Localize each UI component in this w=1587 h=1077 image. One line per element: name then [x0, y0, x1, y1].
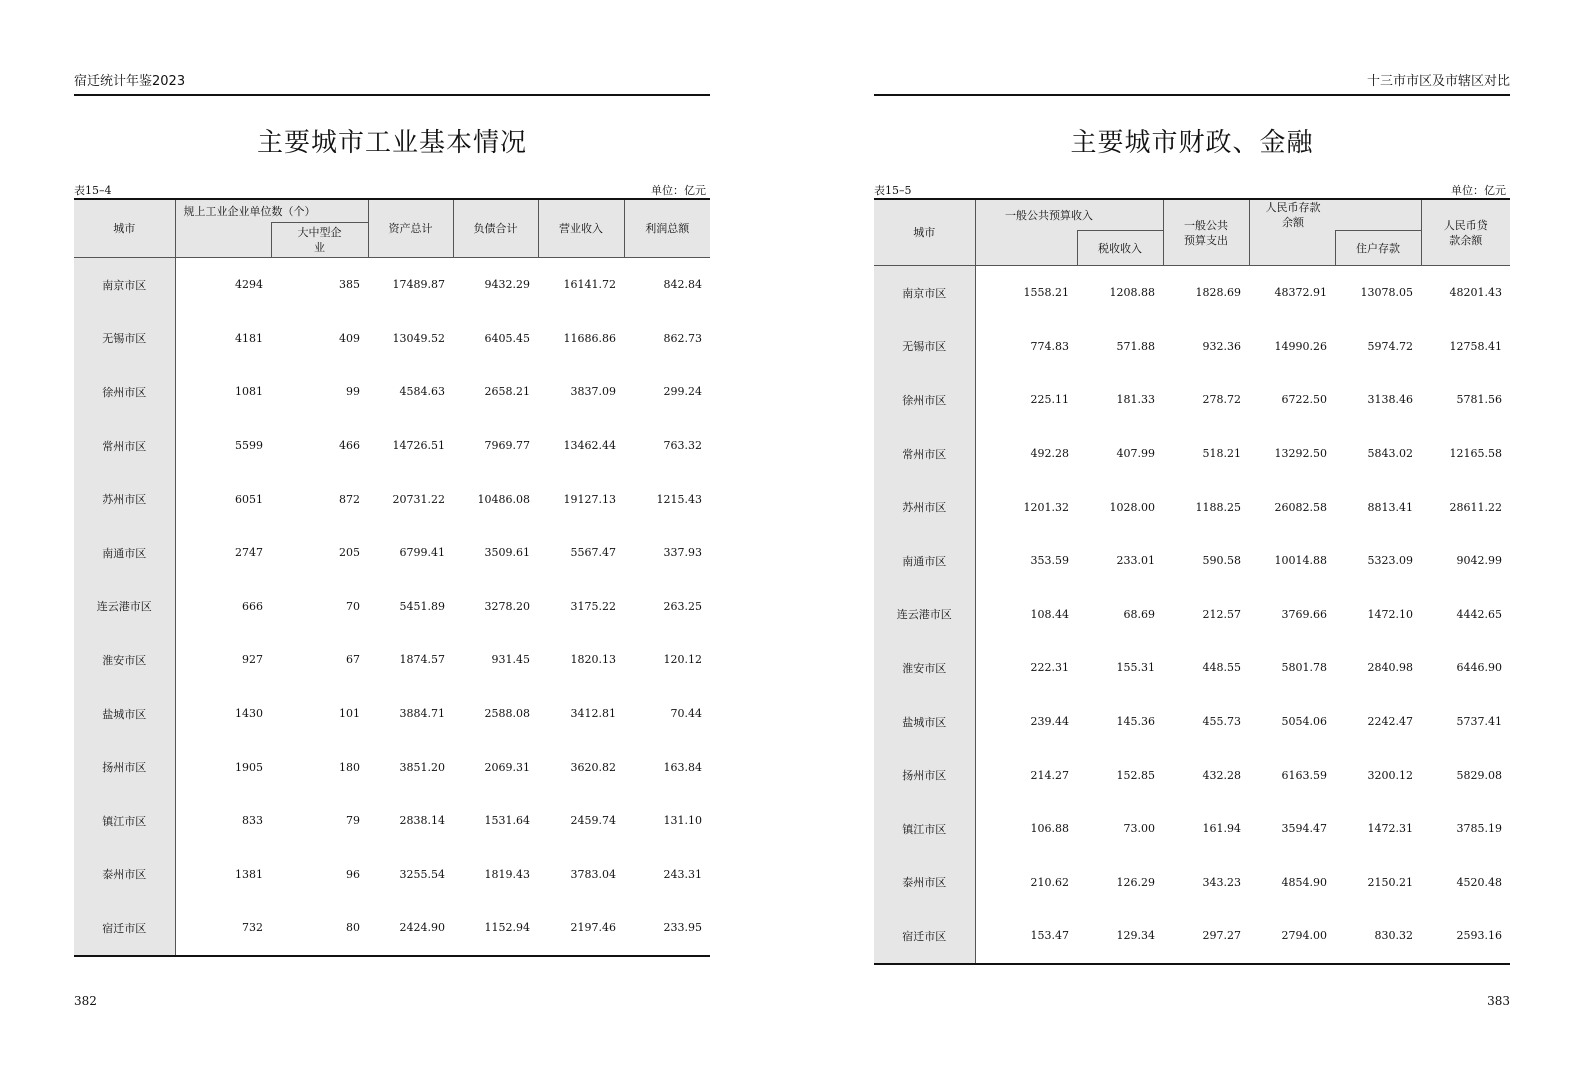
- enterprises-cell: 6051: [235, 492, 263, 506]
- tax-cell: 73.00: [1123, 822, 1155, 836]
- revenue-cell: 19127.13: [563, 492, 616, 506]
- liabilities-cell: 3278.20: [484, 599, 530, 613]
- tax-cell: 407.99: [1116, 447, 1155, 461]
- table-row: [874, 641, 1510, 695]
- enterprises-cell: 4294: [235, 278, 263, 292]
- public_revenue-cell: 214.27: [1030, 768, 1069, 782]
- deposits-cell: 6163.59: [1281, 768, 1327, 782]
- deposits-cell: 3769.66: [1281, 607, 1327, 621]
- city-cell: 扬州市区: [874, 748, 975, 802]
- expenditure-cell: 161.94: [1202, 822, 1241, 836]
- city-cell: 镇江市区: [874, 802, 975, 856]
- city-cell: 宿迁市区: [74, 901, 175, 956]
- loans-cell: 12758.41: [1449, 339, 1502, 353]
- deposits-cell: 4854.90: [1281, 875, 1327, 889]
- liabilities-cell: 7969.77: [484, 439, 530, 453]
- deposits-cell: 2794.00: [1281, 929, 1327, 943]
- assets-cell: 14726.51: [392, 439, 445, 453]
- tax-cell: 145.36: [1116, 715, 1155, 729]
- profit-cell: 243.31: [663, 867, 702, 881]
- table-row: [74, 419, 710, 473]
- unit-label: 单位：亿元: [1451, 184, 1506, 197]
- revenue-cell: 3837.09: [570, 385, 616, 399]
- tax-cell: 126.29: [1116, 875, 1155, 889]
- expenditure-cell: 343.23: [1202, 875, 1241, 889]
- enterprises-cell: 1905: [235, 760, 263, 774]
- table-row: [74, 526, 710, 580]
- assets-cell: 20731.22: [392, 492, 445, 506]
- table-meta: [74, 182, 710, 198]
- header-total-profit: 利润总额: [624, 199, 710, 258]
- household-cell: 2150.21: [1367, 875, 1413, 889]
- city-cell: 连云港市区: [874, 588, 975, 642]
- loans-cell: 9042.99: [1456, 554, 1502, 568]
- city-cell: 无锡市区: [74, 312, 175, 366]
- city-cell: 无锡市区: [874, 320, 975, 374]
- loans-cell: 3785.19: [1456, 822, 1502, 836]
- loans-cell: 4442.65: [1456, 607, 1502, 621]
- city-cell: 泰州市区: [874, 856, 975, 910]
- public_revenue-cell: 1201.32: [1023, 500, 1069, 514]
- large_medium-cell: 67: [346, 653, 360, 667]
- liabilities-cell: 931.45: [491, 653, 530, 667]
- header-revenue: 营业收入: [538, 199, 624, 258]
- city-cell: 镇江市区: [74, 794, 175, 848]
- table-row: [74, 365, 710, 419]
- city-cell: 南京市区: [74, 258, 175, 312]
- assets-cell: 1874.57: [399, 653, 445, 667]
- profit-cell: 163.84: [663, 760, 702, 774]
- table-row: [74, 258, 710, 312]
- public_revenue-cell: 153.47: [1030, 929, 1069, 943]
- city-cell: 淮安市区: [74, 633, 175, 687]
- expenditure-cell: 432.28: [1202, 768, 1241, 782]
- assets-cell: 3255.54: [399, 867, 445, 881]
- table-row: [74, 580, 710, 634]
- table-meta: [874, 182, 1510, 198]
- expenditure-cell: 590.58: [1202, 554, 1241, 568]
- liabilities-cell: 1152.94: [484, 921, 530, 935]
- loans-cell: 48201.43: [1449, 286, 1502, 300]
- enterprises-cell: 5599: [235, 439, 263, 453]
- profit-cell: 862.73: [663, 331, 702, 345]
- table-row: [874, 856, 1510, 910]
- header-household-deposits: 住户存款: [1335, 231, 1421, 266]
- table-row: [74, 848, 710, 902]
- household-cell: 2840.98: [1367, 661, 1413, 675]
- deposits-cell: 26082.58: [1274, 500, 1327, 514]
- tax-cell: 1208.88: [1109, 286, 1155, 300]
- tax-cell: 1028.00: [1109, 500, 1155, 514]
- liabilities-cell: 9432.29: [484, 278, 530, 292]
- city-cell: 南通市区: [74, 526, 175, 580]
- table-row: [874, 373, 1510, 427]
- table-row: [74, 740, 710, 794]
- household-cell: 8813.41: [1367, 500, 1413, 514]
- header-total-assets: 资产总计: [368, 199, 453, 258]
- liabilities-cell: 3509.61: [484, 546, 530, 560]
- assets-cell: 2838.14: [399, 814, 445, 828]
- city-cell: 南京市区: [874, 266, 975, 320]
- large_medium-cell: 205: [339, 546, 360, 560]
- header-total-liabilities: 负债合计: [453, 199, 538, 258]
- deposits-cell: 10014.88: [1274, 554, 1327, 568]
- header-large-medium: 大中型企 业: [271, 223, 368, 258]
- table-row: [874, 588, 1510, 642]
- page-title: 主要城市财政、金融: [1070, 128, 1314, 158]
- table-row: [874, 909, 1510, 964]
- city-cell: 苏州市区: [874, 480, 975, 534]
- city-cell: 连云港市区: [74, 580, 175, 634]
- city-cell: 苏州市区: [74, 472, 175, 526]
- assets-cell: 3884.71: [399, 707, 445, 721]
- revenue-cell: 3175.22: [570, 599, 616, 613]
- revenue-cell: 11686.86: [563, 331, 616, 345]
- loans-cell: 5781.56: [1456, 393, 1502, 407]
- revenue-cell: 5567.47: [570, 546, 616, 560]
- public_revenue-cell: 106.88: [1030, 822, 1069, 836]
- header-public-revenue: 一般公共预算收入: [975, 199, 1163, 231]
- city-cell: 泰州市区: [74, 848, 175, 902]
- enterprises-cell: 833: [242, 814, 263, 828]
- large_medium-cell: 409: [339, 331, 360, 345]
- large_medium-cell: 872: [339, 492, 360, 506]
- assets-cell: 6799.41: [399, 546, 445, 560]
- public_revenue-cell: 108.44: [1030, 607, 1069, 621]
- enterprises-cell: 1081: [235, 385, 263, 399]
- household-cell: 830.32: [1374, 929, 1413, 943]
- assets-cell: 4584.63: [399, 385, 445, 399]
- running-header: 宿迁统计年鉴2023: [74, 74, 710, 96]
- tax-cell: 68.69: [1123, 607, 1155, 621]
- finance-table: [874, 198, 1510, 965]
- header-public-expenditure: 一般公共预算支出: [1163, 199, 1249, 266]
- loans-cell: 5737.41: [1456, 715, 1502, 729]
- city-cell: 宿迁市区: [874, 909, 975, 964]
- enterprises-cell: 2747: [235, 546, 263, 560]
- liabilities-cell: 2658.21: [484, 385, 530, 399]
- enterprises-cell: 732: [242, 921, 263, 935]
- loans-cell: 2593.16: [1456, 929, 1502, 943]
- expenditure-cell: 932.36: [1202, 339, 1241, 353]
- public_revenue-cell: 225.11: [1030, 393, 1069, 407]
- large_medium-cell: 96: [346, 867, 360, 881]
- left-page: [74, 0, 774, 1077]
- expenditure-cell: 455.73: [1202, 715, 1241, 729]
- profit-cell: 842.84: [663, 278, 702, 292]
- city-cell: 盐城市区: [74, 687, 175, 741]
- table-row: [74, 794, 710, 848]
- large_medium-cell: 80: [346, 921, 360, 935]
- liabilities-cell: 1531.64: [484, 814, 530, 828]
- deposits-cell: 13292.50: [1274, 447, 1327, 461]
- page-number: 383: [1487, 994, 1510, 1008]
- liabilities-cell: 10486.08: [477, 492, 530, 506]
- enterprises-cell: 927: [242, 653, 263, 667]
- table-row: [874, 695, 1510, 749]
- revenue-cell: 1820.13: [570, 653, 616, 667]
- enterprises-cell: 666: [242, 599, 263, 613]
- liabilities-cell: 1819.43: [484, 867, 530, 881]
- large_medium-cell: 99: [346, 385, 360, 399]
- loans-cell: 28611.22: [1449, 500, 1502, 514]
- table-row: [874, 802, 1510, 856]
- public_revenue-cell: 492.28: [1030, 447, 1069, 461]
- assets-cell: 13049.52: [392, 331, 445, 345]
- liabilities-cell: 2588.08: [484, 707, 530, 721]
- large_medium-cell: 466: [339, 439, 360, 453]
- household-cell: 1472.31: [1367, 822, 1413, 836]
- public_revenue-cell: 239.44: [1030, 715, 1069, 729]
- enterprises-cell: 1381: [235, 867, 263, 881]
- deposits-cell: 3594.47: [1281, 822, 1327, 836]
- header-rmb-loans: 人民币贷款余额: [1421, 199, 1510, 266]
- table-row: [874, 480, 1510, 534]
- revenue-cell: 13462.44: [563, 439, 616, 453]
- running-header: 十三市市区及市辖区对比: [874, 74, 1510, 96]
- tax-cell: 181.33: [1116, 393, 1155, 407]
- revenue-cell: 2459.74: [570, 814, 616, 828]
- table-number: 表15–4: [74, 184, 112, 197]
- profit-cell: 763.32: [663, 439, 702, 453]
- household-cell: 5323.09: [1367, 554, 1413, 568]
- public_revenue-cell: 222.31: [1030, 661, 1069, 675]
- household-cell: 5974.72: [1367, 339, 1413, 353]
- liabilities-cell: 6405.45: [484, 331, 530, 345]
- expenditure-cell: 297.27: [1202, 929, 1241, 943]
- expenditure-cell: 278.72: [1202, 393, 1241, 407]
- revenue-cell: 3412.81: [570, 707, 616, 721]
- deposits-cell: 6722.50: [1281, 393, 1327, 407]
- header-enterprises: 规上工业企业单位数（个）: [175, 199, 368, 223]
- expenditure-cell: 1828.69: [1195, 286, 1241, 300]
- large_medium-cell: 385: [339, 278, 360, 292]
- table-row: [874, 427, 1510, 481]
- expenditure-cell: 1188.25: [1195, 500, 1241, 514]
- industry-table: [74, 198, 710, 957]
- revenue-cell: 3620.82: [570, 760, 616, 774]
- assets-cell: 17489.87: [392, 278, 445, 292]
- assets-cell: 3851.20: [399, 760, 445, 774]
- tax-cell: 233.01: [1116, 554, 1155, 568]
- profit-cell: 70.44: [670, 707, 702, 721]
- profit-cell: 120.12: [663, 653, 702, 667]
- city-cell: 盐城市区: [874, 695, 975, 749]
- table-row: [74, 687, 710, 741]
- household-cell: 13078.05: [1360, 286, 1413, 300]
- loans-cell: 6446.90: [1456, 661, 1502, 675]
- revenue-cell: 2197.46: [570, 921, 616, 935]
- household-cell: 3200.12: [1367, 768, 1413, 782]
- page-title: 主要城市工业基本情况: [256, 128, 527, 158]
- profit-cell: 263.25: [663, 599, 702, 613]
- header-city: 城市: [874, 199, 975, 266]
- public_revenue-cell: 353.59: [1030, 554, 1069, 568]
- header-city: 城市: [74, 199, 175, 258]
- deposits-cell: 48372.91: [1274, 286, 1327, 300]
- household-cell: 5843.02: [1367, 447, 1413, 461]
- tax-cell: 155.31: [1116, 661, 1155, 675]
- city-cell: 淮安市区: [874, 641, 975, 695]
- tax-cell: 571.88: [1116, 339, 1155, 353]
- loans-cell: 5829.08: [1456, 768, 1502, 782]
- large_medium-cell: 79: [346, 814, 360, 828]
- assets-cell: 2424.90: [399, 921, 445, 935]
- expenditure-cell: 448.55: [1202, 661, 1241, 675]
- city-cell: 徐州市区: [74, 365, 175, 419]
- profit-cell: 337.93: [663, 546, 702, 560]
- profit-cell: 131.10: [663, 814, 702, 828]
- loans-cell: 12165.58: [1449, 447, 1502, 461]
- public_revenue-cell: 1558.21: [1023, 286, 1069, 300]
- table-row: [874, 320, 1510, 374]
- expenditure-cell: 212.57: [1202, 607, 1241, 621]
- profit-cell: 233.95: [663, 921, 702, 935]
- expenditure-cell: 518.21: [1202, 447, 1241, 461]
- enterprises-cell: 1430: [235, 707, 263, 721]
- right-page: [874, 0, 1574, 1077]
- deposits-cell: 5054.06: [1281, 715, 1327, 729]
- revenue-cell: 3783.04: [570, 867, 616, 881]
- table-row: [74, 633, 710, 687]
- enterprises-cell: 4181: [235, 331, 263, 345]
- large_medium-cell: 101: [339, 707, 360, 721]
- city-cell: 徐州市区: [874, 373, 975, 427]
- public_revenue-cell: 210.62: [1030, 875, 1069, 889]
- table-row: [74, 472, 710, 526]
- large_medium-cell: 70: [346, 599, 360, 613]
- city-cell: 扬州市区: [74, 740, 175, 794]
- table-row: [74, 901, 710, 956]
- city-cell: 常州市区: [74, 419, 175, 473]
- deposits-cell: 5801.78: [1281, 661, 1327, 675]
- public_revenue-cell: 774.83: [1030, 339, 1069, 353]
- profit-cell: 1215.43: [656, 492, 702, 506]
- profit-cell: 299.24: [663, 385, 702, 399]
- household-cell: 2242.47: [1367, 715, 1413, 729]
- table-row: [874, 266, 1510, 320]
- city-cell: 常州市区: [874, 427, 975, 481]
- household-cell: 1472.10: [1367, 607, 1413, 621]
- table-number: 表15–5: [874, 184, 912, 197]
- table-row: [874, 748, 1510, 802]
- page-number: 382: [74, 994, 97, 1008]
- table-row: [874, 534, 1510, 588]
- tax-cell: 129.34: [1116, 929, 1155, 943]
- assets-cell: 5451.89: [399, 599, 445, 613]
- table-row: [74, 312, 710, 366]
- unit-label: 单位：亿元: [651, 184, 706, 197]
- tax-cell: 152.85: [1116, 768, 1155, 782]
- city-cell: 南通市区: [874, 534, 975, 588]
- liabilities-cell: 2069.31: [484, 760, 530, 774]
- header-tax-revenue: 税收收入: [1077, 231, 1163, 266]
- header-rmb-deposits: 人民币存款余额: [1249, 199, 1421, 231]
- revenue-cell: 16141.72: [563, 278, 616, 292]
- deposits-cell: 14990.26: [1274, 339, 1327, 353]
- large_medium-cell: 180: [339, 760, 360, 774]
- household-cell: 3138.46: [1367, 393, 1413, 407]
- loans-cell: 4520.48: [1456, 875, 1502, 889]
